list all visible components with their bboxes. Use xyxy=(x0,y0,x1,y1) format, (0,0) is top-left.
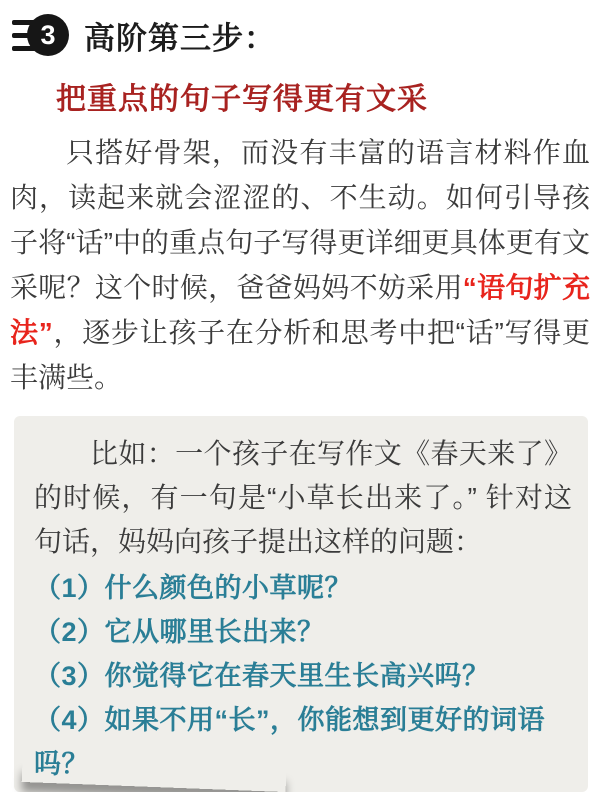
step-3-badge-icon xyxy=(6,8,70,62)
section-title: 高阶第三步： xyxy=(84,20,276,56)
question-item: （1）什么颜色的小草呢？ xyxy=(34,573,353,603)
highlight-term: “语句扩充法” xyxy=(10,272,590,348)
step-number-badge: 3 xyxy=(27,14,69,56)
question-item: （4）如果不用“长”，你能想到更好的词语吗？ xyxy=(34,705,546,779)
paragraph-text: ，逐步让孩子在分析和思考中把“话”写得更丰满些。 xyxy=(10,317,590,393)
paragraph-text: 只搭好骨架，而没有丰富的语言材料作血肉，读起来就会涩涩的、不生动。如何引导孩子将“话”中的重点句子写得更详细更具体更有文采呢？这个时候，爸爸妈妈不妨采用 xyxy=(10,137,590,303)
question-item: （3）你觉得它在春天里生长高兴吗？ xyxy=(34,661,490,691)
question-list xyxy=(34,566,572,786)
question-item: （2）它从哪里长出来？ xyxy=(34,617,325,647)
body-paragraph xyxy=(10,130,590,400)
example-box xyxy=(14,416,588,792)
section-header xyxy=(0,0,600,62)
section-subtitle: 把重点的句子写得更有文采 xyxy=(56,83,428,116)
example-intro: 比如：一个孩子在写作文《春天来了》的时候，有一句是“小草长出来了。” 针对这句话，妈妈向孩子提出这样的问题： xyxy=(34,438,572,557)
